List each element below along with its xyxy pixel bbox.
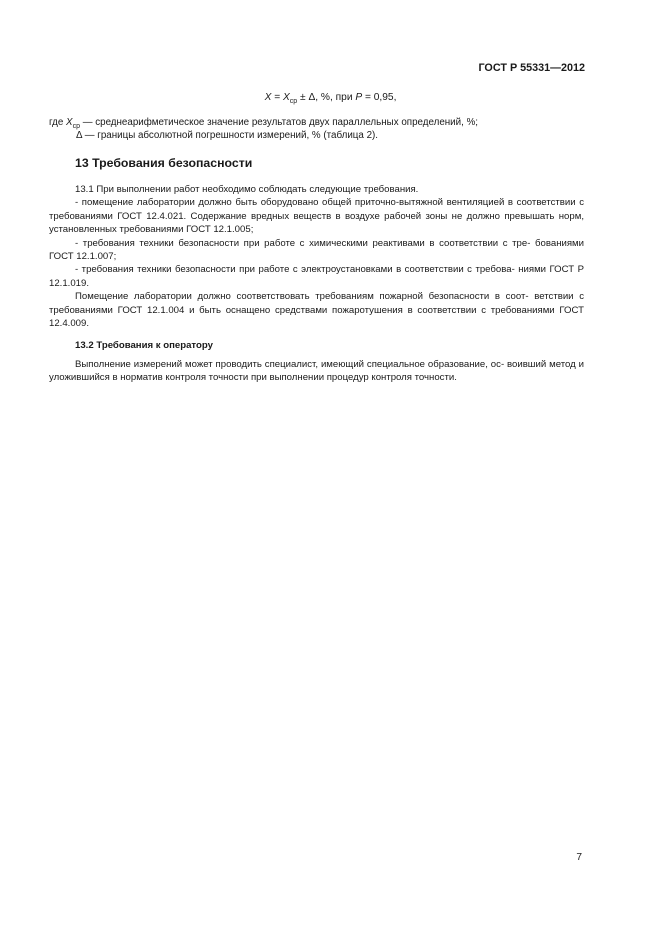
legend-x-description: — среднеарифметическое значение результатов двух параллельных определений, %; <box>79 117 478 128</box>
legend-x-symbol: X <box>66 117 73 128</box>
legend-x-subscript: ср <box>72 123 80 130</box>
requirement-electrical: - требования техники безопасности при работе с электроустановками в соответствии с требова- ниями ГОСТ Р 12.1.019. <box>49 264 584 289</box>
paragraph-13-1-intro: 13.1 При выполнении работ необходимо соблюдать следующие требования. <box>75 184 419 195</box>
formula-pm-delta: ± Δ, %, при <box>297 92 356 103</box>
formula-p: P <box>355 92 363 103</box>
formula-x-mean-subscript: ср <box>289 98 298 105</box>
formula <box>0 91 661 104</box>
legend-delta: Δ — границы абсолютной погрешности измерений, % (таблица 2). <box>76 130 379 142</box>
legend-x-mean <box>49 116 589 129</box>
formula-x: X <box>264 92 272 103</box>
subsection-title-13-2: 13.2 Требования к оператору <box>75 340 213 352</box>
paragraph-operator: Выполнение измерений может проводить специалист, имеющий специальное образование, ос- воивший метод и уложившийся в норматив контроля точности при выполнении процедур контроля точности. <box>49 358 584 384</box>
section-body <box>49 183 584 385</box>
section-title: 13 Требования безопасности <box>75 156 253 170</box>
formula-equals: = <box>271 92 283 103</box>
formula-x-mean: X <box>283 92 290 103</box>
legend-where-word: где <box>49 117 67 128</box>
requirement-chemicals: - требования техники безопасности при работе с химическими реактивами в соответствии с тре- бованиями ГОСТ 12.1.007; <box>49 237 584 263</box>
formula-p-value: = 0,95, <box>362 92 397 103</box>
requirement-fire-safety: Помещение лаборатории должно соответствовать требованиям пожарной безопасности в соот- ветствии с требованиями ГОСТ 12.1.004 и быть оснащено средствами пожаротушения в соответствии с требованиями ГОСТ 12.4.009. <box>49 291 584 330</box>
formula-legend <box>49 116 589 143</box>
page-number: 7 <box>576 852 582 863</box>
requirement-ventilation: - помещение лаборатории должно быть оборудовано общей приточно-вытяжной вентиляцией в соответствии с требованиями ГОСТ 12.4.021. Содержание вредных веществ в воздухе рабочей зоны не должно превышать норм, установленных требованиями ГОСТ 12.1.005; <box>49 197 584 236</box>
document-code: ГОСТ Р 55331—2012 <box>478 62 585 74</box>
